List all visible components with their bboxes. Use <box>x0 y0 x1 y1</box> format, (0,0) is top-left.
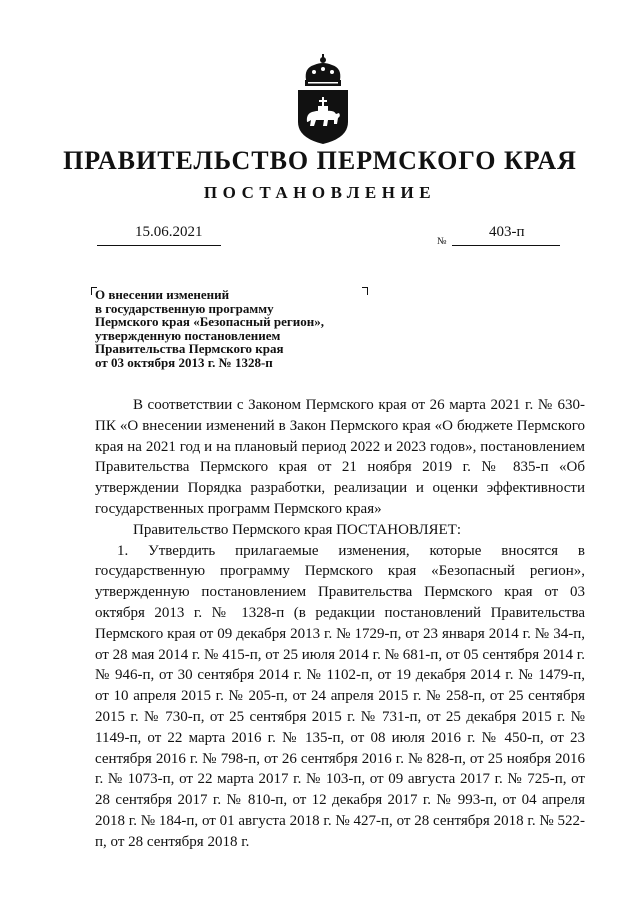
document-type: ПОСТАНОВЛЕНИЕ <box>203 183 437 202</box>
document-body <box>95 395 585 853</box>
document-subject <box>95 288 375 370</box>
number-underline <box>452 245 560 246</box>
shield-icon <box>298 90 348 144</box>
subject-line: О внесении изменений <box>95 287 230 302</box>
body-paragraph: 1. Утвердить прилагаемые изменения, которые вносятся в государственную программу Пермского края «Безопасный регион», утвержденную постановлением Правительства Пермского края от 03 октября 2013 г. № 1328-п (в редакции постановлений Правительства Пермского края от 09 декабря 2013 г. № 1729-п, от 23 января 2014 г. № 34-п, от 28 мая 2014 г. № 415-п, от 25 июля 2014 г. № 681-п, от 05 сентября 2014 г. № 946-п, от 30 сентября 2014 г. № 1102-п, от 19 декабря 2014 г. № 1479-п, от 10 апреля 2015 г. № 205-п, от 24 апреля 2015 г. № 258-п, от 25 сентября 2015 г. № 730-п, от 25 сентября 2015 г. № 731-п, от 25 декабря 2015 г. № 1149-п, от 22 марта 2016 г. № 135-п, от 08 июля 2016 г. № 450-п, от 23 сентября 2016 г. № 798-п, от 26 сентября 2016 г. № 828-п, от 25 ноября 2016 г. № 1073-п, от 22 марта 2017 г. № 103-п, от 09 августа 2017 г. № 725-п, от 28 сентября 2017 г. № 810-п, от 12 декабря 2017 г. № 993-п, от 04 апреля 2018 г. № 184-п, от 01 августа 2018 г. № 427-п, от 28 сентября 2018 г. № 522-п, от 28 сентября 2018 г. <box>95 542 585 850</box>
subject-line: Правительства Пермского края <box>95 341 284 357</box>
document-date: 15.06.2021 <box>135 224 203 240</box>
subject-line: утвержденную постановлением <box>95 327 281 343</box>
subject-line: от 03 октября 2013 г. № 1328-п <box>95 354 273 370</box>
crown-icon <box>305 54 341 86</box>
document-number: 403-п <box>489 224 525 240</box>
number-sign: № <box>437 236 447 247</box>
government-title: ПРАВИТЕЛЬСТВО ПЕРМСКОГО КРАЯ <box>63 146 577 175</box>
coat-of-arms-emblem <box>292 50 354 146</box>
body-paragraph: Правительство Пермского края ПОСТАНОВЛЯЕТ: <box>133 521 462 538</box>
subject-line: Пермского края «Безопасный регион», <box>95 314 324 330</box>
body-paragraph: В соответствии с Законом Пермского края от 26 марта 2021 г. № 630-ПК «О внесении изменений в Закон Пермского края «О бюджете Пермского края на 2021 год и на плановый период 2022 и 2023 годов», постановлением Правительства Пермского края от 21 ноября 2019 г. № 835-п «Об утверждении Порядка разработки, реализации и оценки эффективности государственных программ Пермского края» <box>95 397 585 517</box>
subject-line: в государственную программу <box>95 300 274 316</box>
date-underline <box>97 245 221 246</box>
